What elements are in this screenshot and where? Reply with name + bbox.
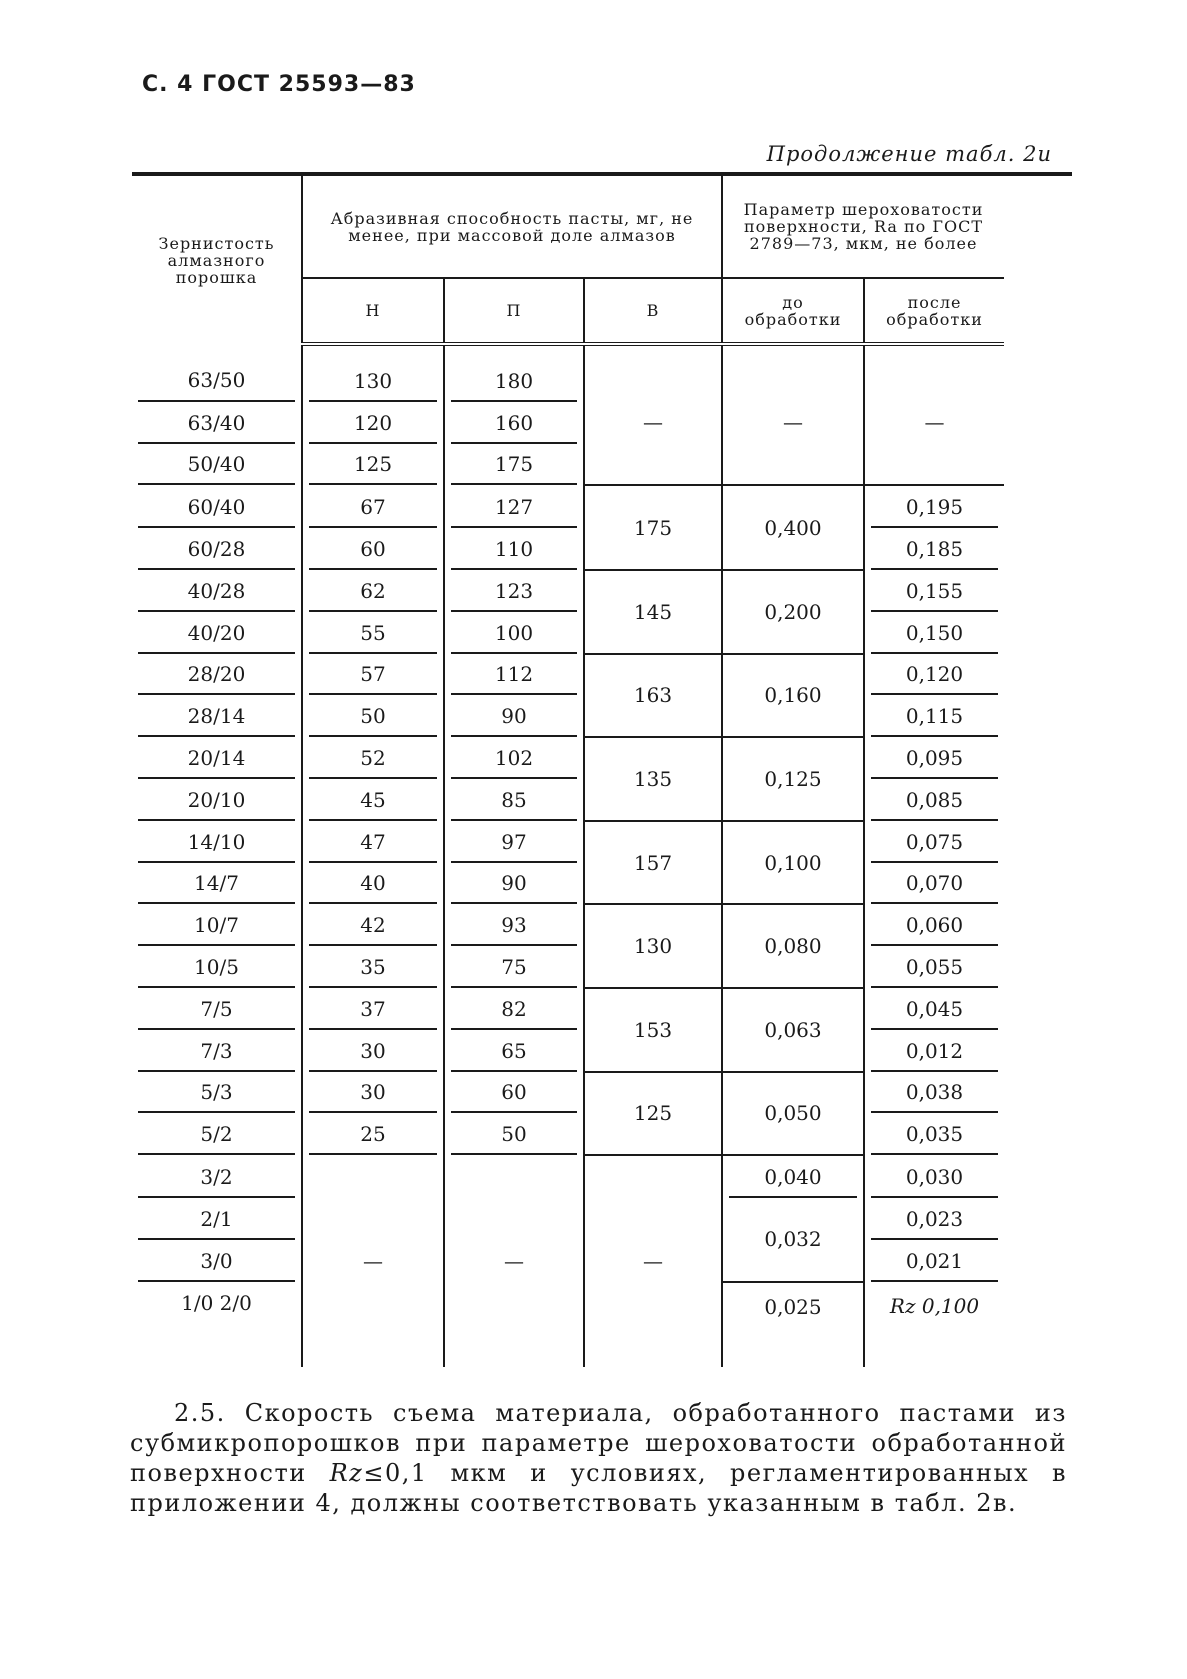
after-cell: 0,023 [864,1198,1004,1240]
n-cell: 35 [302,946,444,988]
v-dash: — [584,1155,722,1366]
grain-cell: 28/20 [132,654,302,696]
after-cell: 0,185 [864,528,1004,570]
v-cell: 130 [584,904,722,988]
subheader-v: В [584,278,722,344]
p-cell: 82 [444,988,584,1030]
after-dash: — [864,344,1004,485]
subheader-n: Н [302,278,444,344]
paragraph-rz: Rz [329,1459,364,1487]
before-cell: 0,050 [722,1072,864,1156]
p-cell: 102 [444,737,584,779]
before-cell: 0,200 [722,570,864,654]
grain-cell: 40/28 [132,570,302,612]
subheader-before: до обработки [722,278,864,344]
before-cell: 0,040 [722,1155,864,1198]
after-cell: 0,070 [864,863,1004,905]
n-cell: 55 [302,612,444,654]
p-cell: 180 [444,344,584,402]
grain-cell: 2/1 [132,1198,302,1240]
before-cell: 0,160 [722,654,864,738]
p-cell: 127 [444,485,584,528]
n-cell: 30 [302,1072,444,1114]
p-cell: 160 [444,402,584,444]
v-cell: 175 [584,485,722,570]
n-cell: 120 [302,402,444,444]
after-cell: 0,085 [864,779,1004,821]
p-cell: 93 [444,904,584,946]
n-cell: 62 [302,570,444,612]
grain-cell: 10/5 [132,946,302,988]
n-cell: 130 [302,344,444,402]
n-cell: 125 [302,444,444,486]
after-cell: 0,120 [864,654,1004,696]
p-cell: 50 [444,1113,584,1155]
n-cell: 37 [302,988,444,1030]
page-header: С. 4 ГОСТ 25593—83 [142,72,416,97]
after-cell: 0,038 [864,1072,1004,1114]
v-cell: 135 [584,737,722,821]
subheader-p: П [444,278,584,344]
n-cell: 47 [302,821,444,863]
blank-column [1004,344,1072,1367]
p-cell: 123 [444,570,584,612]
n-cell: 50 [302,695,444,737]
after-cell: Rz 0,100 [864,1282,1004,1367]
v-cell: 157 [584,821,722,905]
n-cell: 25 [302,1113,444,1155]
header-abrasive: Абразивная способность пасты, мг, не менее, при массовой доле алмазов [302,174,722,278]
after-cell: 0,115 [864,695,1004,737]
p-cell: 175 [444,444,584,486]
p-cell: 60 [444,1072,584,1114]
grain-cell: 50/40 [132,444,302,486]
n-cell: 67 [302,485,444,528]
p-cell: 75 [444,946,584,988]
v-cell: 153 [584,988,722,1072]
v-cell: 163 [584,654,722,738]
after-cell: 0,155 [864,570,1004,612]
p-cell: 65 [444,1030,584,1072]
grain-cell: 63/50 [132,344,302,402]
n-cell: 45 [302,779,444,821]
grain-cell: 60/40 [132,485,302,528]
after-cell: 0,150 [864,612,1004,654]
after-cell: 0,012 [864,1030,1004,1072]
after-cell: 0,195 [864,485,1004,528]
after-cell: 0,055 [864,946,1004,988]
p-cell: 90 [444,863,584,905]
after-cell: 0,021 [864,1240,1004,1282]
grain-cell: 40/20 [132,612,302,654]
after-cell: 0,095 [864,737,1004,779]
n-cell: 57 [302,654,444,696]
before-cell: 0,080 [722,904,864,988]
before-cell: 0,400 [722,485,864,570]
n-cell: 30 [302,1030,444,1072]
grain-abrasive-table [132,172,1072,1367]
v-cell: 145 [584,570,722,654]
p-dash: — [444,1155,584,1366]
grain-cell: 20/10 [132,779,302,821]
header-grain: Зернистость алмазного порошка [132,174,302,344]
grain-cell: 60/28 [132,528,302,570]
after-cell: 0,035 [864,1113,1004,1155]
grain-cell: 63/40 [132,402,302,444]
v-cell: 125 [584,1072,722,1156]
grain-cell: 10/7 [132,904,302,946]
before-cell: 0,125 [722,737,864,821]
grain-cell: 28/14 [132,695,302,737]
grain-cell: 5/3 [132,1072,302,1114]
p-cell: 90 [444,695,584,737]
p-cell: 112 [444,654,584,696]
before-cell: 0,032 [722,1198,864,1282]
grain-cell: 14/7 [132,863,302,905]
grain-cell: 7/3 [132,1030,302,1072]
grain-cell: 1/0 2/0 [181,1290,252,1315]
paragraph-2-5 [130,1398,1067,1518]
grain-cell: 14/10 [132,821,302,863]
table-continuation-caption: Продолжение табл. 2и [766,142,1052,166]
p-cell: 97 [444,821,584,863]
grain-cell: 3/2 [132,1155,302,1198]
paragraph-text-b: ≤0,1 мкм и условиях, регламентированных в приложении 4, должны соответствовать указанным в табл. 2в. [130,1459,1067,1517]
n-dash: — [302,1155,444,1366]
v-dash: — [584,344,722,485]
header-roughness: Параметр шероховатости поверхности, Ra по ГОСТ 2789—73, мкм, не более [722,174,1004,278]
before-cell: 0,100 [722,821,864,905]
before-cell: 0,025 [722,1282,864,1367]
grain-cell: 3/0 [132,1240,302,1282]
n-cell: 40 [302,863,444,905]
grain-cell: 20/14 [132,737,302,779]
p-cell: 85 [444,779,584,821]
before-dash: — [722,344,864,485]
after-cell: 0,045 [864,988,1004,1030]
after-cell: 0,060 [864,904,1004,946]
after-cell: 0,075 [864,821,1004,863]
n-cell: 42 [302,904,444,946]
subheader-after: после обработки [864,278,1004,344]
before-cell: 0,063 [722,988,864,1072]
grain-cell: 7/5 [132,988,302,1030]
after-cell: 0,030 [864,1155,1004,1198]
p-cell: 110 [444,528,584,570]
n-cell: 52 [302,737,444,779]
paragraph-text-a: 2.5. Скорость съема материала, обработанного пастами из субмикропорошков при параметре шероховатости обработанной поверхности [130,1399,1067,1487]
grain-cell: 5/2 [132,1113,302,1155]
header-blank [1004,174,1072,344]
n-cell: 60 [302,528,444,570]
p-cell: 100 [444,612,584,654]
